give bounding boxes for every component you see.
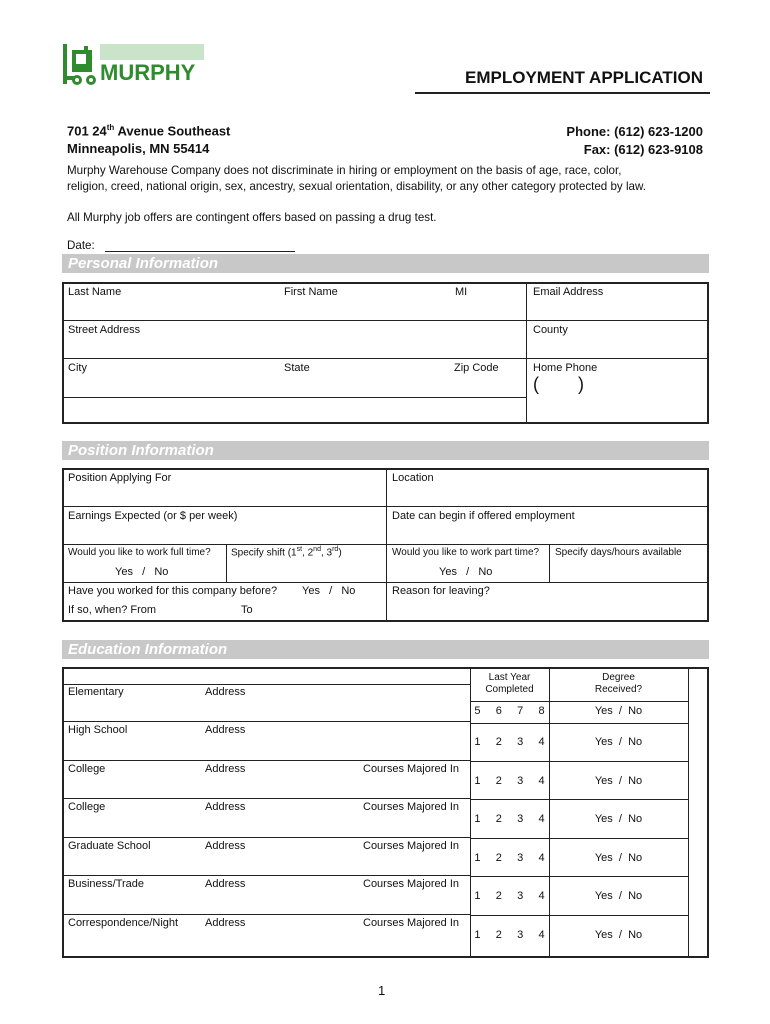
personal-section-bar [62,254,709,273]
degree-received-selector[interactable]: Yes / No [594,736,643,748]
school-level-label: Correspondence/Night [68,917,179,929]
reason-leaving-field[interactable]: Reason for leaving? [392,585,490,597]
part-time-yes-no[interactable]: Yes / No [439,566,493,578]
full-time-yes-no[interactable]: Yes / No [115,566,169,578]
date-field[interactable] [105,251,295,252]
worked-before-yes-no[interactable]: Yes / No [302,585,356,597]
home-phone-field[interactable]: Home Phone [533,362,598,374]
education-row-divider [62,798,470,799]
mi-field[interactable]: MI [455,286,468,298]
days-hours-field[interactable]: Specify days/hours available [555,547,682,558]
earnings-field[interactable]: Earnings Expected (or $ per week) [68,510,238,522]
degree-received-selector[interactable]: Yes / No [594,775,643,787]
last-year-header-1: Last Year [488,672,531,683]
degree-received-selector[interactable]: Yes / No [594,852,643,864]
years-completed-selector[interactable]: 5 6 7 8 [474,705,545,717]
shift-field[interactable]: Specify shift (1st, 2nd, 3rd) [231,546,342,559]
forklift-icon [62,42,102,88]
school-address-field[interactable]: Address [205,801,246,813]
position-heading: Position Information [68,442,214,459]
position-applying-field[interactable]: Position Applying For [68,472,172,484]
personal-heading: Personal Information [68,255,219,272]
degree-received-selector[interactable]: Yes / No [594,813,643,825]
education-row-divider [470,723,688,724]
years-completed-selector[interactable]: 1 2 3 4 [474,775,545,787]
education-row-divider [62,875,470,876]
school-level-label: High School [68,724,128,736]
education-row-divider [470,838,688,839]
years-completed-selector[interactable]: 1 2 3 4 [474,852,545,864]
personal-table [62,282,709,424]
area-code-close-paren: ) [578,374,584,394]
years-completed-selector[interactable]: 1 2 3 4 [474,890,545,902]
education-row-divider [470,876,688,877]
school-address-field[interactable]: Address [205,686,246,698]
page-title: EMPLOYMENT APPLICATION [465,68,703,87]
nondiscrimination-notice-1: Murphy Warehouse Company does not discriminate in hiring or employment on the basis of age, race, color, [67,164,622,177]
company-address-line2: Minneapolis, MN 55414 [67,141,210,156]
school-address-field[interactable]: Address [205,724,246,736]
courses-majored-field[interactable]: Courses Majored In [363,878,459,890]
area-code-open-paren: ( [533,374,539,394]
degree-header-2: Received? [594,684,643,695]
courses-majored-field[interactable]: Courses Majored In [363,801,459,813]
full-time-question: Would you like to work full time? [68,547,211,558]
city-field[interactable]: City [68,362,87,374]
degree-received-selector[interactable]: Yes / No [594,890,643,902]
position-section-bar [62,441,709,460]
education-heading: Education Information [68,641,228,658]
zip-field[interactable]: Zip Code [454,362,499,374]
education-row-divider [62,914,470,915]
logo-wordmark: MURPHY [100,60,196,85]
courses-majored-field[interactable]: Courses Majored In [363,917,459,929]
education-row-divider [470,761,688,762]
last-year-header-2: Completed [485,684,534,695]
school-level-label: Elementary [68,686,124,698]
company-address-line1: 701 24th Avenue Southeast [67,123,231,139]
school-address-field[interactable]: Address [205,840,246,852]
date-begin-field[interactable]: Date can begin if offered employment [392,510,575,522]
last-name-field[interactable]: Last Name [68,286,122,298]
school-level-label: Graduate School [68,840,151,852]
school-level-label: College [68,763,106,775]
school-address-field[interactable]: Address [205,917,246,929]
courses-majored-field[interactable]: Courses Majored In [363,840,459,852]
nondiscrimination-notice-2: religion, creed, national origin, sex, ancestry, sexual orientation, disability, or any other category protected by law. [67,180,646,193]
degree-received-selector[interactable]: Yes / No [594,705,643,717]
years-completed-selector[interactable]: 1 2 3 4 [474,813,545,825]
school-level-label: Business/Trade [68,878,145,890]
degree-received-selector[interactable]: Yes / No [594,929,643,941]
education-row-divider [62,760,470,761]
years-completed-selector[interactable]: 1 2 3 4 [474,929,545,941]
education-row-divider [470,915,688,916]
logo-top-band [100,44,204,60]
worked-from-field[interactable]: If so, when? From [68,604,157,616]
page-number: 1 [378,983,386,998]
location-field[interactable]: Location [392,472,434,484]
county-field[interactable]: County [533,324,568,336]
company-phone: Phone: (612) 623-1200 [566,124,703,139]
company-logo [62,40,207,88]
education-row-divider [62,721,470,722]
part-time-question: Would you like to work part time? [392,547,540,558]
street-address-field[interactable]: Street Address [68,324,141,336]
years-completed-selector[interactable]: 1 2 3 4 [474,736,545,748]
first-name-field[interactable]: First Name [284,286,338,298]
courses-majored-field[interactable]: Courses Majored In [363,763,459,775]
date-label: Date: [67,239,95,252]
education-section-bar [62,640,709,659]
degree-header-1: Degree [602,672,635,683]
worked-before-question: Have you worked for this company before? [68,585,278,597]
worked-to-field[interactable]: To [241,604,253,616]
title-rule [415,92,710,94]
education-row-divider [62,837,470,838]
company-fax: Fax: (612) 623-9108 [583,142,703,157]
school-address-field[interactable]: Address [205,878,246,890]
email-field[interactable]: Email Address [533,286,604,298]
state-field[interactable]: State [284,362,310,374]
education-row-divider [470,799,688,800]
school-level-label: College [68,801,106,813]
school-address-field[interactable]: Address [205,763,246,775]
drug-test-notice: All Murphy job offers are contingent offers based on passing a drug test. [67,211,437,224]
